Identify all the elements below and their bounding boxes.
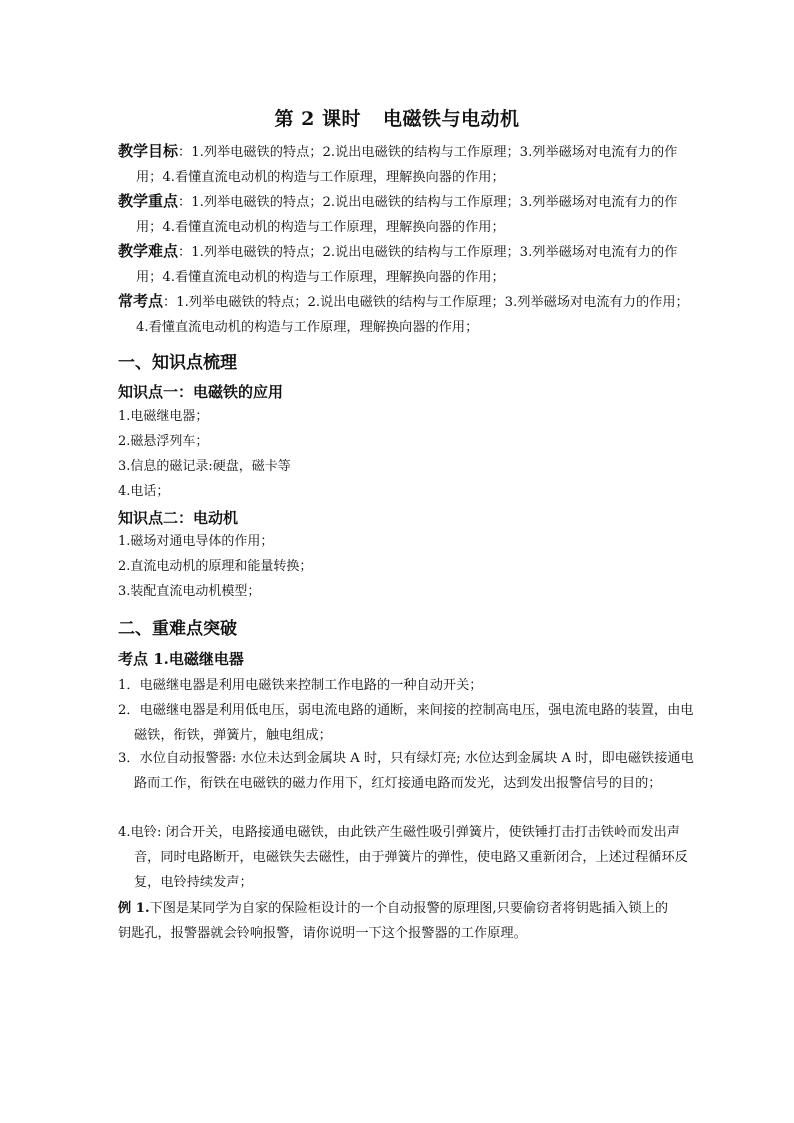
example-label: 例 1. [118, 901, 150, 916]
objective-label: 教学重点 [118, 192, 179, 210]
objective-label: 教学目标 [118, 142, 179, 160]
list-item: 3.信息的磁记录:硬盘，磁卡等 [118, 459, 291, 474]
objective-text: ：1.列举电磁铁的特点；2.说出电磁铁的结构与工作原理；3.列举磁场对电流有力的作用；4.看懂直流电动机的构造与工作原理，理解换向器的作用； [136, 295, 689, 335]
section-heading-knowledge: 一、知识点梳理 [118, 353, 237, 373]
objective-text: ：1.列举电磁铁的特点；2.说出电磁铁的结构与工作原理；3.列举磁场对电流有力的作用；4.看懂直流电动机的构造与工作原理，理解换向器的作用； [136, 245, 678, 285]
lesson-number: 第 2 课时 [274, 108, 361, 130]
objective-common-exam-point [118, 289, 696, 340]
list-item: 3.装配直流电动机模型； [118, 584, 261, 599]
key-point-item: 2．电磁继电器是利用低电压，弱电流电路的通断，来间接的控制高电压，强电流电路的装置，由电磁铁，衔铁，弹簧片，触电组成； [118, 703, 694, 743]
list-item: 1.电磁继电器； [118, 409, 209, 424]
list-item: 2.磁悬浮列车； [118, 434, 209, 449]
objective-text: ：1.列举电磁铁的特点；2.说出电磁铁的结构与工作原理；3.列举磁场对电流有力的作用；4.看懂直流电动机的构造与工作原理，理解换向器的作用； [136, 145, 678, 185]
objective-label: 教学难点 [118, 242, 179, 260]
key-point-item: 4.电铃: 闭合开关，电路接通电磁铁，由此铁产生磁性吸引弹簧片，使铁锤打击打击铁岭而发出声音，同时电路断开，电磁铁失去磁性，由于弹簧片的弹性，使电路又重新闭合，上述过程循环反复，电铃持续发声； [118, 825, 688, 890]
list-item: 2.直流电动机的原理和能量转换； [118, 559, 313, 574]
list-item: 4.电话； [118, 484, 170, 499]
point-heading-electromagnet: 知识点一：电磁铁的应用 [118, 383, 284, 401]
exam-point-heading: 考点 1.电磁继电器 [118, 650, 244, 668]
objective-label: 常考点 [118, 292, 164, 310]
key-point-item: 3．水位自动报警器: 水位未达到金属块 A 时，只有绿灯亮; 水位达到金属块 A 时，即电磁铁接通电路而工作，衔铁在电磁铁的磁力作用下，红灯接通电路而发光，达到发出报警信号的目的； [118, 751, 694, 791]
objective-text: ：1.列举电磁铁的特点；2.说出电磁铁的结构与工作原理；3.列举磁场对电流有力的作用；4.看懂直流电动机的构造与工作原理，理解换向器的作用； [136, 195, 678, 235]
key-point-item: 1．电磁继电器是利用电磁铁来控制工作电路的一种自动开关； [118, 678, 483, 693]
list-item: 1.磁场对通电导体的作用； [118, 534, 274, 549]
objective-difficult-point [118, 239, 696, 290]
lesson-topic: 电磁铁与电动机 [382, 108, 520, 130]
page-title [0, 104, 794, 131]
section-heading-key-points: 二、重难点突破 [118, 619, 237, 639]
objective-key-point [118, 189, 696, 240]
example-text: 下图是某同学为自家的保险柜设计的一个自动报警的原理图,只要偷窃者将钥匙插入锁上的钥匙孔，报警器就会铃响报警，请你说明一下这个报警器的工作原理。 [118, 901, 669, 941]
example-question [118, 896, 678, 946]
point-heading-motor: 知识点二：电动机 [118, 509, 239, 527]
objective-teaching-goal [118, 139, 696, 190]
